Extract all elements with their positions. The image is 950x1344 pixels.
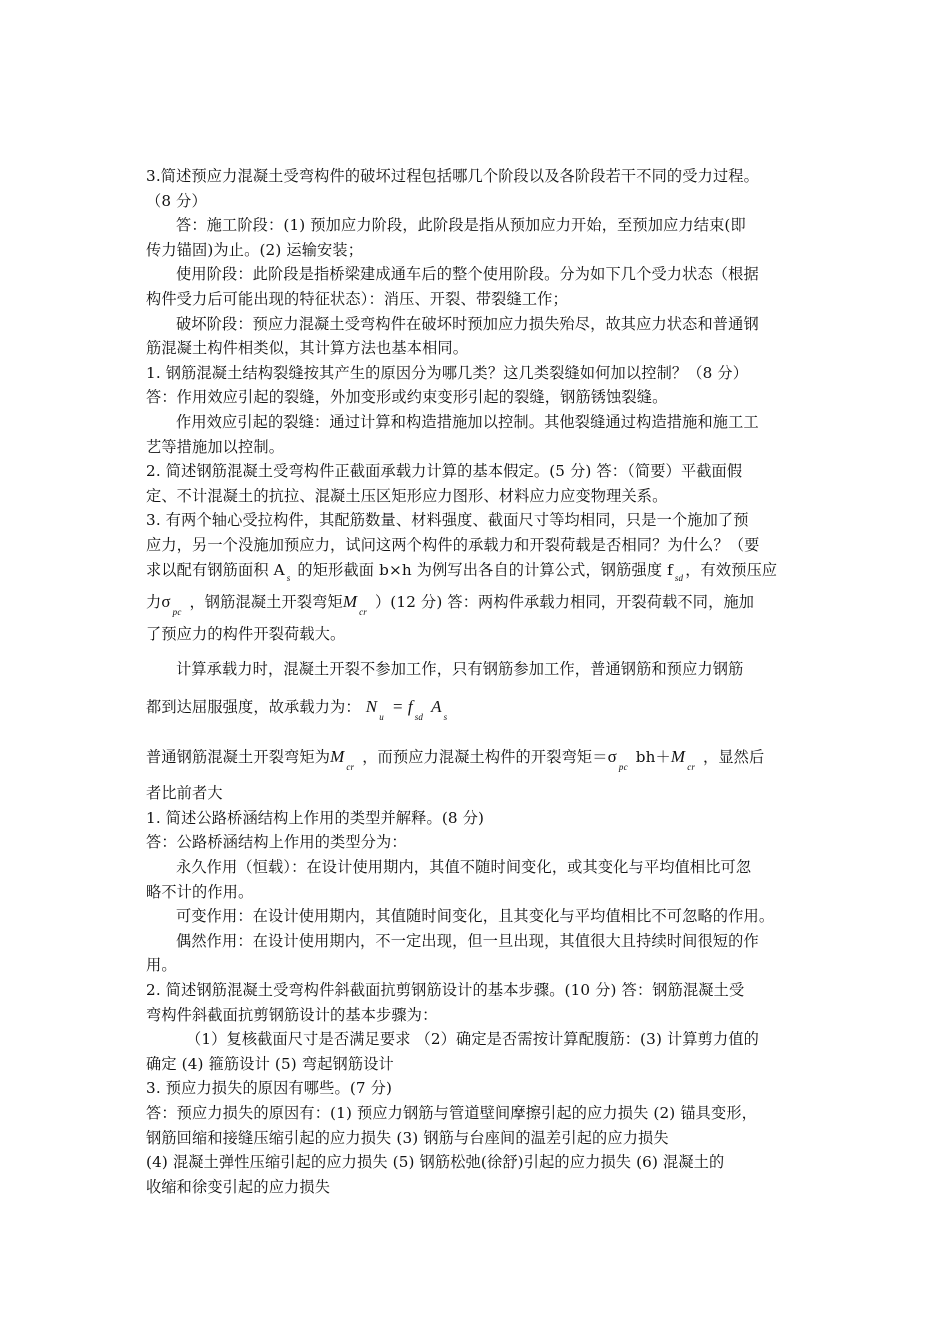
answer-text: (4) 混凝土弹性压缩引起的应力损失 (5) 钢筋松弛(徐舒)引起的应力损失 (6) 混凝土的: [146, 1153, 725, 1172]
math-symbol: A: [431, 697, 442, 717]
formula-line: [146, 687, 808, 727]
subscript: pc: [618, 762, 628, 773]
text-run: ，而预应力混凝土构件的开裂弯矩＝: [362, 748, 608, 767]
answer-text: 答：预应力损失的原因有：(1) 预应力钢筋与管道壁间摩擦引起的应力损失 (2) 锚具变形，: [146, 1104, 758, 1122]
question-text: 应力，另一个没施加预应力，试问这两个构件的承载力和开裂荷载是否相同？为什么？（要: [146, 535, 760, 554]
answer-text: 答：作用效应引起的裂缝，外加变形或约束变形引起的裂缝，钢筋锈蚀裂缝。: [146, 388, 668, 407]
text-run: ，显然后: [703, 748, 765, 767]
subscript: sd: [674, 572, 684, 583]
answer-text: 答：公路桥涵结构上作用的类型分为：: [146, 833, 407, 852]
math-symbol: N: [365, 697, 378, 717]
text-run: 普通钢筋混凝土开裂弯矩为: [146, 748, 331, 767]
question-text-with-symbols: [146, 582, 808, 622]
document-body: [146, 164, 808, 1199]
subscript: s: [443, 712, 448, 723]
question-text: 3.简述预应力混凝土受弯构件的破坏过程包括哪几个阶段以及各阶段若干不同的受力过程。: [146, 167, 759, 185]
math-symbol: M: [342, 592, 358, 612]
answer-text: 永久作用（恒载）：在设计使用期内，其值不随时间变化，或其变化与平均值相比可忽: [176, 858, 752, 877]
answer-text: 可变作用：在设计使用期内，其值随时间变化，且其变化与平均值相比不可忽略的作用。: [176, 907, 775, 926]
answer-text: 定、不计混凝土的抗拉、混凝土压区矩形应力图形、材料应力应变物理关系。: [146, 486, 668, 505]
subscript: cr: [687, 762, 695, 773]
answer-text: 偶然作用：在设计使用期内，不一定出现，但一旦出现，其值很大且持续时间很短的作: [176, 931, 759, 950]
answer-text: 使用阶段：此阶段是指桥梁建成通车后的整个使用阶段。分为如下几个受力状态（根据: [176, 265, 759, 284]
answer-text: （1）复核截面尺寸是否满足要求 （2）确定是否需按计算配腹筋：(3) 计算剪力值的: [186, 1030, 760, 1049]
answer-text: 略不计的作用。: [146, 882, 254, 901]
text-run: 求以配有钢筋面积 A: [146, 560, 285, 579]
math-symbol: M: [330, 747, 345, 767]
question-text: 1. 钢筋混凝土结构裂缝按其产生的原因分为哪几类？这几类裂缝如何加以控制？（8 分）: [146, 363, 749, 382]
answer-text: 了预应力的构件开裂荷载大。: [146, 625, 346, 644]
question-text: 2. 简述钢筋混凝土受弯构件斜截面抗剪钢筋设计的基本步骤。(10 分) 答：钢筋混凝土受: [146, 981, 745, 1000]
question-score: （8 分）: [146, 191, 207, 210]
answer-text: 收缩和徐变引起的应力损失: [146, 1177, 331, 1196]
answer-text: 构件受力后可能出现的特征状态）：消压、开裂、带裂缝工作；: [146, 289, 568, 308]
answer-text: 艺等措施加以控制。: [146, 437, 285, 456]
text-run: ）(12 分) 答：两构件承载力相同，开裂荷载不同，施加: [374, 593, 755, 612]
answer-text: 筋混凝土构件相类似，其计算方法也基本相同。: [146, 339, 469, 358]
subscript: pc: [172, 607, 182, 618]
sigma-symbol: σ: [161, 592, 171, 612]
math-symbol: M: [670, 747, 686, 767]
answer-text: 计算承载力时，混凝土开裂不参加工作，只有钢筋参加工作，普通钢筋和预应力钢筋: [176, 659, 744, 678]
text-run: bh＋: [635, 748, 671, 767]
text-run: ，钢筋混凝土开裂弯矩: [189, 593, 343, 612]
answer-text: 确定 (4) 箍筋设计 (5) 弯起钢筋设计: [146, 1054, 394, 1073]
answer-text: 答：施工阶段：(1) 预加应力阶段，此阶段是指从预加应力开始，至预加应力结束(即: [176, 216, 746, 235]
text-run: 力: [146, 593, 162, 612]
answer-text: 者比前者大: [146, 784, 223, 803]
math-symbol: = f: [391, 697, 413, 717]
subscript: sd: [414, 712, 424, 723]
subscript: s: [286, 572, 291, 583]
sigma-symbol: σ: [607, 747, 617, 767]
answer-text: 弯构件斜截面抗剪钢筋设计的基本步骤为：: [146, 1005, 438, 1024]
answer-text: 作用效应引起的裂缝：通过计算和构造措施加以控制。其他裂缝通过构造措施和施工工: [176, 412, 759, 431]
subscript: u: [379, 712, 384, 723]
answer-text-with-symbols: [146, 737, 808, 777]
text-run: 的矩形截面 b×h 为例写出各自的计算公式，钢筋强度 f: [292, 560, 673, 579]
question-text: 2. 简述钢筋混凝土受弯构件正截面承载力计算的基本假定。(5 分) 答：（简要）平截面假: [146, 462, 743, 481]
question-text: 3. 预应力损失的原因有哪些。(7 分): [146, 1079, 393, 1098]
text-run: 都到达屈服强度，故承载力为：: [146, 698, 361, 717]
answer-text: 破坏阶段：预应力混凝土受弯构件在破坏时预加应力损失殆尽，故其应力状态和普通钢: [176, 314, 759, 333]
answer-text: 用。: [146, 956, 177, 975]
question-text: 1. 简述公路桥涵结构上作用的类型并解释。(8 分): [146, 808, 485, 827]
text-run: ，有效预压应: [685, 560, 778, 579]
subscript: cr: [359, 607, 367, 618]
question-text: 3. 有两个轴心受拉构件，其配筋数量、材料强度、截面尺寸等均相同，只是一个施加了预: [146, 511, 749, 530]
subscript: cr: [346, 762, 355, 773]
question-text-with-symbols: [146, 558, 808, 583]
answer-text: 传力锚固)为止。(2) 运输安装；: [146, 240, 364, 259]
answer-text: 钢筋回缩和接缝压缩引起的应力损失 (3) 钢筋与台座间的温差引起的应力损失: [146, 1128, 669, 1147]
